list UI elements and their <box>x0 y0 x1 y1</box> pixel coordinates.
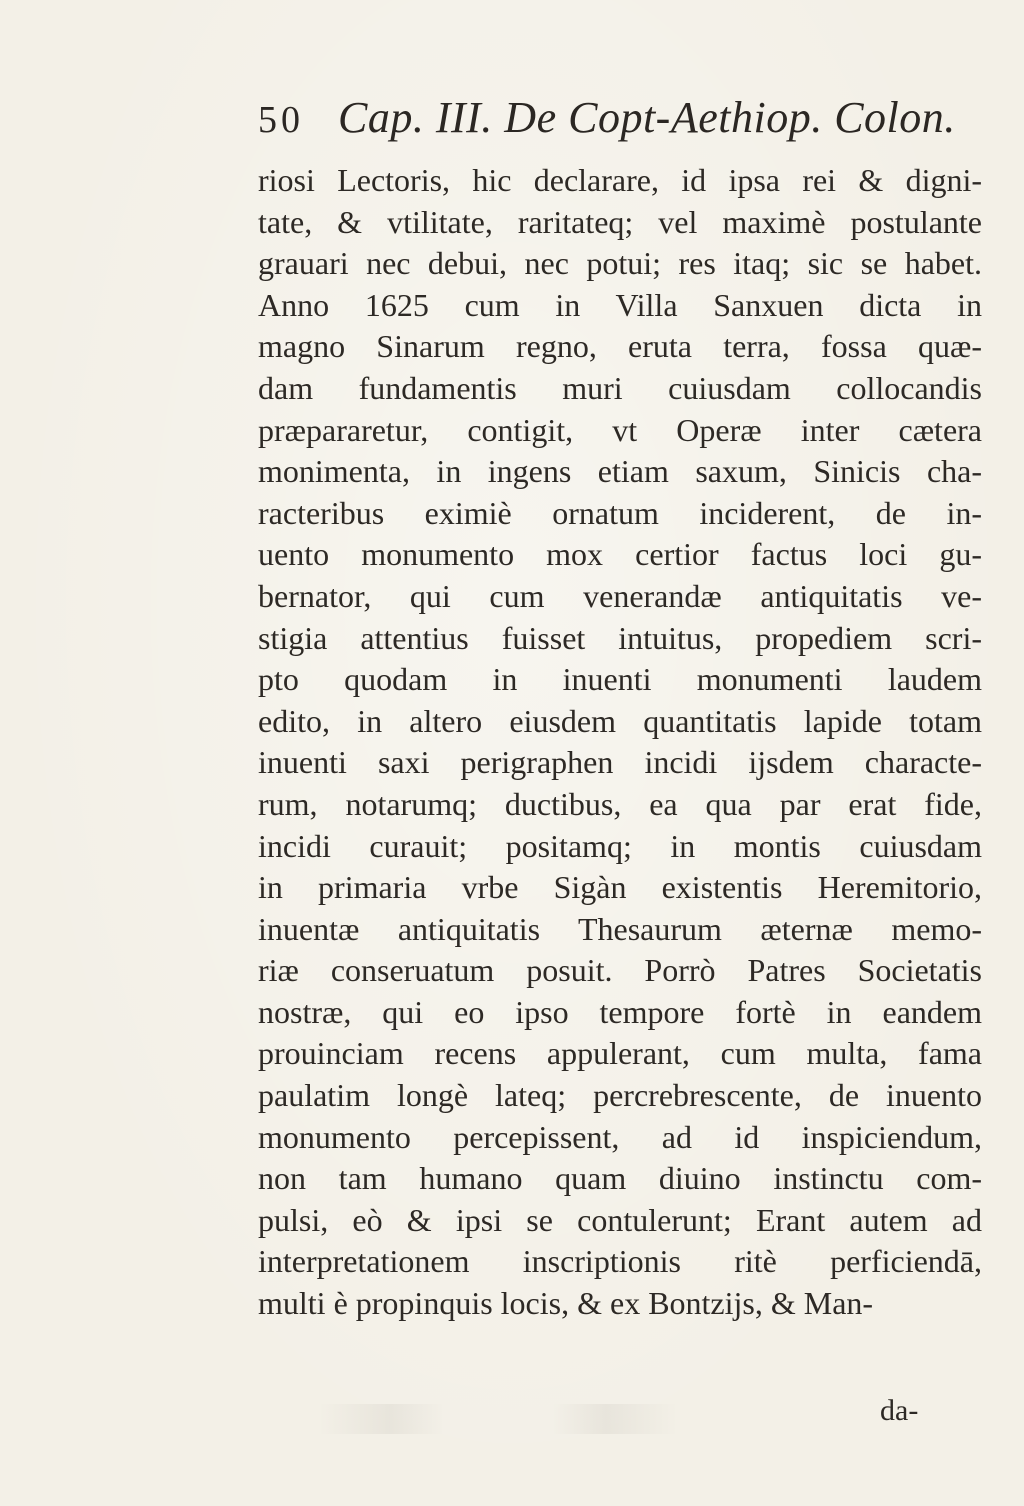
text-line: paulatim longè lateq; percrebrescente, de inuento <box>258 1077 982 1114</box>
catchword: da- <box>880 1394 919 1427</box>
text-line: inuentæ antiquitatis Thesaurum æternæ memo- <box>258 910 982 947</box>
text-line: dam fundamentis muri cuiusdam collocandis <box>258 369 982 406</box>
text-line: stigia attentius fuisset intuitus, propediem scri- <box>258 619 982 656</box>
text-line: inuenti saxi perigraphen incidi ijsdem characte- <box>258 744 982 781</box>
text-line: prouinciam recens appulerant, cum multa, fama <box>258 1035 982 1072</box>
text-line: monumento percepissent, ad id inspiciendum, <box>258 1118 982 1155</box>
text-line: riosi Lectoris, hic declarare, id ipsa rei & digni- <box>258 162 982 198</box>
text-line: Anno 1625 cum in Villa Sanxuen dicta in <box>258 286 982 323</box>
text-line: pulsi, eò & ipsi se contulerunt; Erant autem ad <box>258 1201 982 1238</box>
text-line: præpararetur, contigit, vt Operæ inter cætera <box>258 411 982 448</box>
text-line: pto quodam in inuenti monumenti laudem <box>258 661 982 698</box>
text-line: incidi curauit; positamq; in montis cuiusdam <box>258 827 982 864</box>
text-line: rum, notarumq; ductibus, ea qua par erat fide, <box>258 785 982 822</box>
text-line: magno Sinarum regno, eruta terra, fossa quæ- <box>258 328 982 365</box>
text-line: bernator, qui cum venerandæ antiquitatis ve- <box>258 577 982 614</box>
text-line: interpretationem inscriptionis ritè perficiendā, <box>258 1243 982 1280</box>
running-head <box>258 92 956 152</box>
text-line: riæ conseruatum posuit. Porrò Patres Societatis <box>258 952 982 989</box>
text-line: tate, & vtilitate, raritateq; vel maximè postulante <box>258 203 982 240</box>
text-line: in primaria vrbe Sigàn existentis Heremitorio, <box>258 869 982 906</box>
text-line: monimenta, in ingens etiam saxum, Sinicis cha- <box>258 453 982 490</box>
text-line: edito, in altero eiusdem quantitatis lapide totam <box>258 702 982 739</box>
running-title: Cap. III. De Copt-Aethiop. Colon. <box>338 93 956 142</box>
ink-bleed-through <box>318 1404 678 1434</box>
page-number: 50 <box>258 99 304 141</box>
text-line: uento monumento mox certior factus loci gu- <box>258 536 982 573</box>
text-line: multi è propinquis locis, & ex Bontzijs, & Man- <box>258 1285 874 1322</box>
text-line: nostræ, qui eo ipso tempore fortè in eandem <box>258 993 982 1030</box>
text-line: grauari nec debui, nec potui; res itaq; sic se habet. <box>258 245 982 282</box>
body-text <box>258 160 982 1325</box>
text-line: non tam humano quam diuino instinctu com- <box>258 1160 982 1197</box>
text-line: racteribus eximiè ornatum inciderent, de in- <box>258 494 982 531</box>
